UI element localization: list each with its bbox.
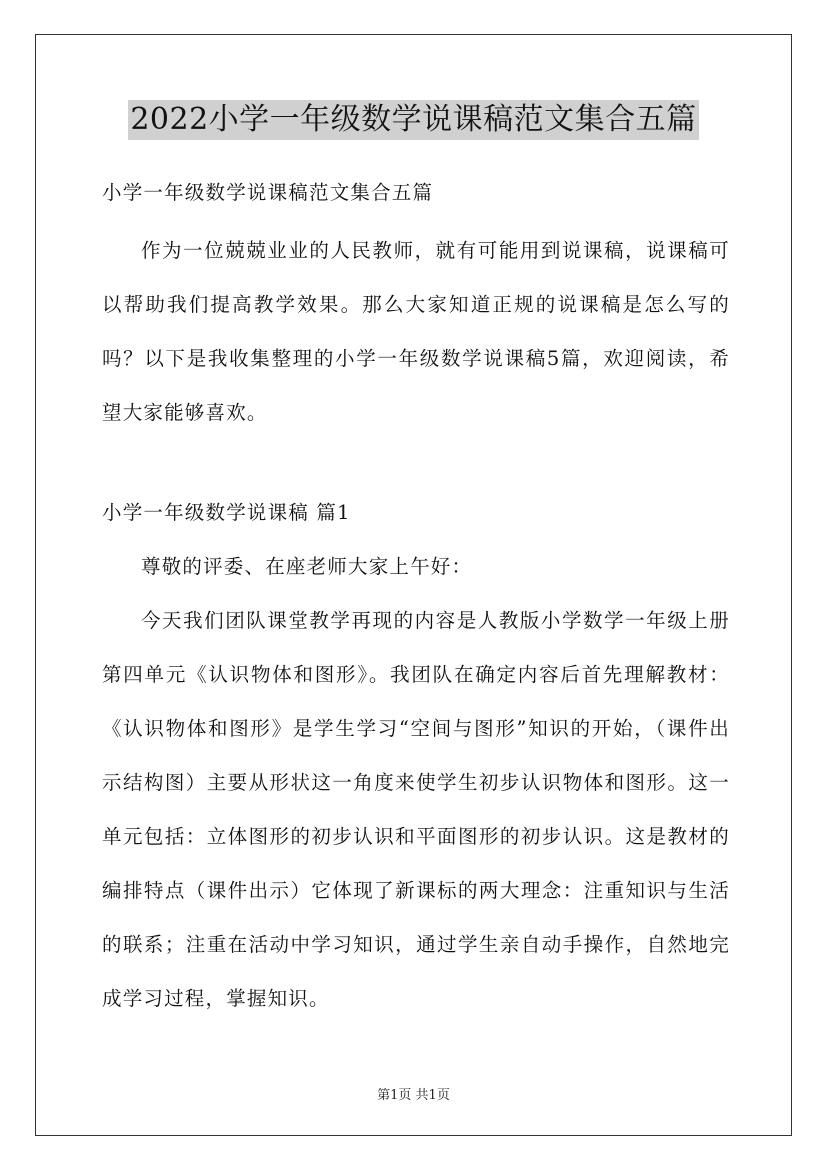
title-container — [0, 100, 827, 140]
document-title: 2022小学一年级数学说课稿范文集合五篇 — [128, 100, 698, 140]
intro-paragraph: 作为一位兢兢业业的人民教师，就有可能用到说课稿，说课稿可以帮助我们提高教学效果。那么大家知道正规的说课稿是怎么写的吗？以下是我收集整理的小学一年级数学说课稿5篇，欢迎阅读，希望大家能够喜欢。 — [102, 239, 730, 424]
greeting-paragraph: 尊敬的评委、在座老师大家上午好： — [141, 555, 473, 578]
document-body — [102, 170, 730, 1026]
section-heading: 小学一年级数学说课稿 篇1 — [102, 501, 351, 524]
page-footer: 第1页 共1页 — [377, 1088, 450, 1103]
document-subtitle: 小学一年级数学说课稿范文集合五篇 — [102, 181, 434, 204]
body-paragraph: 今天我们团队课堂教学再现的内容是人教版小学数学一年级上册第四单元《认识物体和图形》。我团队在确定内容后首先理解教材：《认识物体和图形》是学生学习“空间与图形”知识的开始，（课件出示结构图）主要从形状这一角度来使学生初步认识物体和图形。这一单元包括：立体图形的初步认识和平面图形的初步认识。这是教材的编排特点（课件出示）它体现了新课标的两大理念：注重知识与生活的联系；注重在活动中学习知识，通过学生亲自动手操作，自然地完成学习过程，掌握知识。 — [102, 609, 730, 1010]
